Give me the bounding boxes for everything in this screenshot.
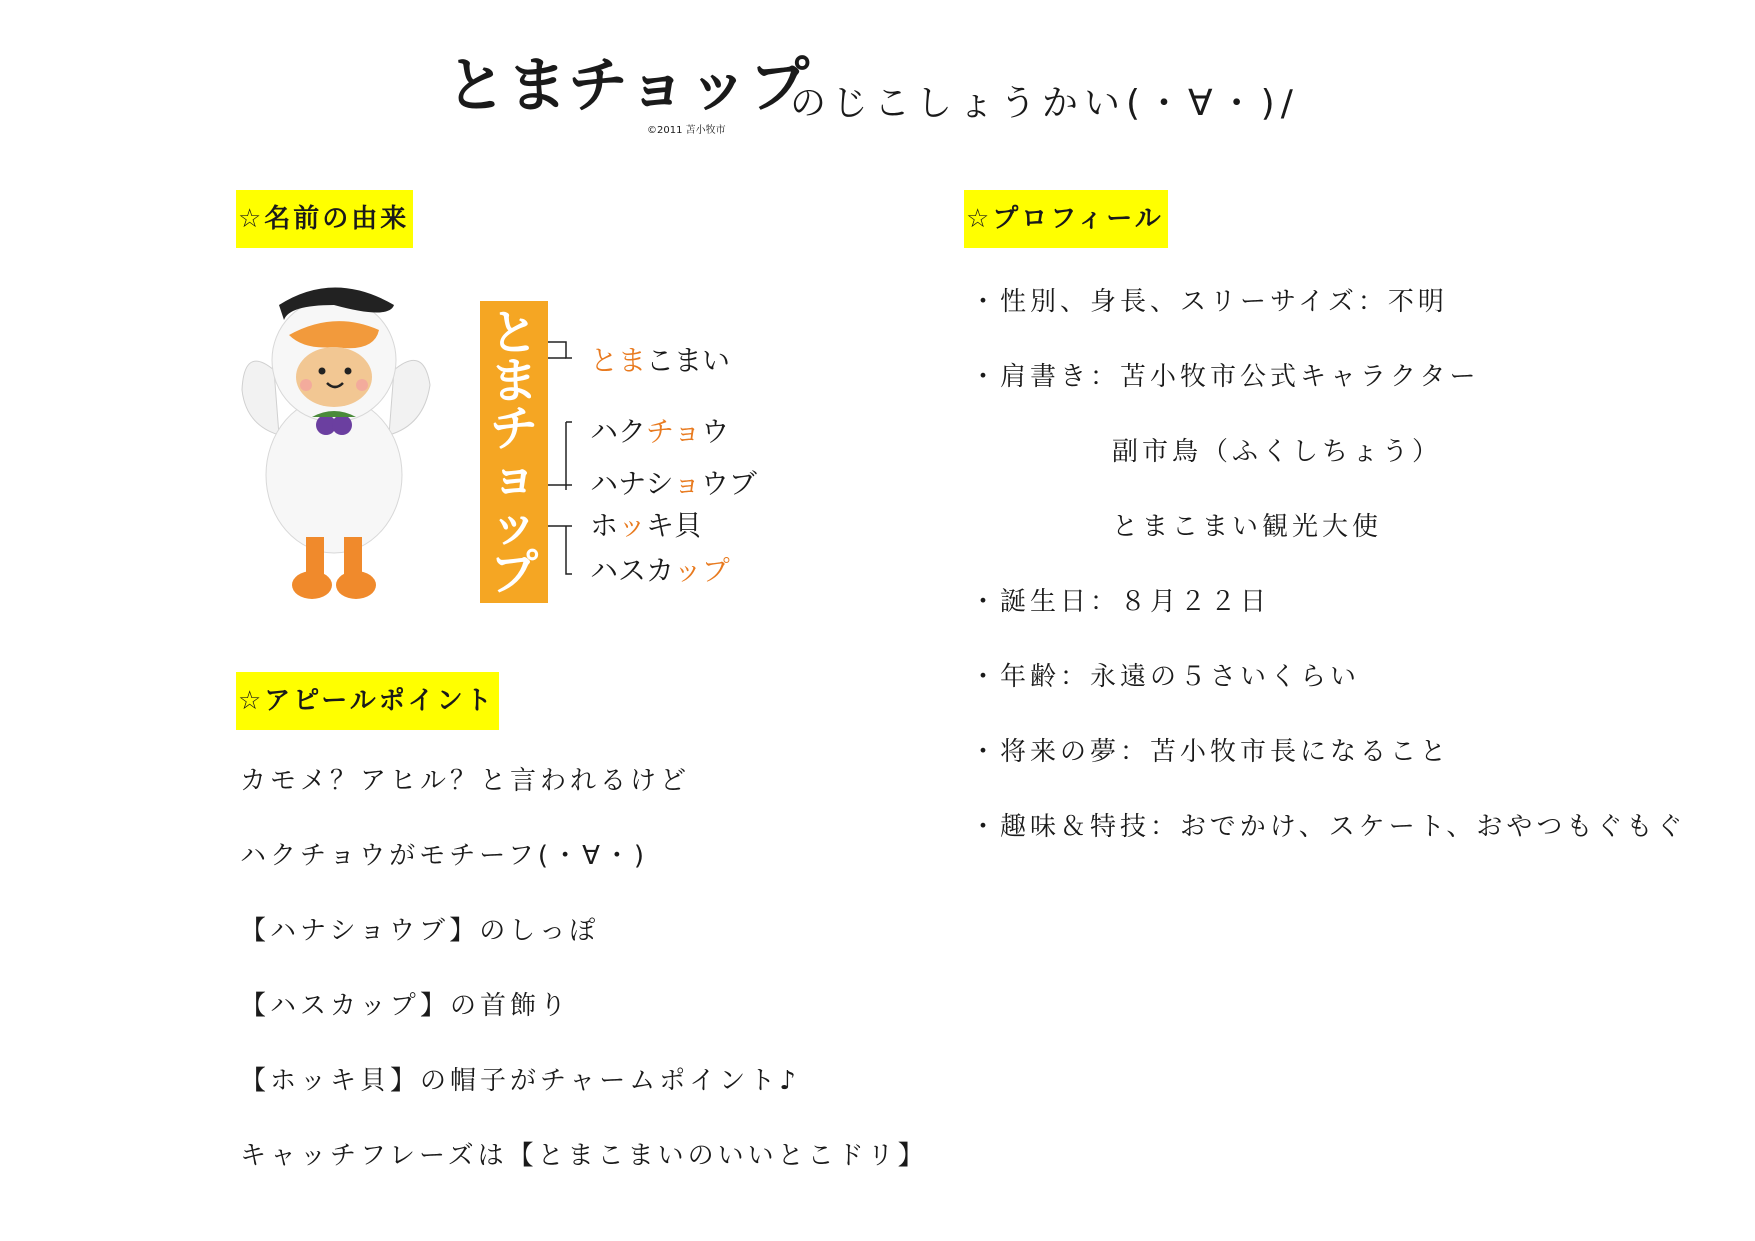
profile-line: とまこまい観光大使	[1112, 512, 1383, 542]
profile-line: ・誕生日：８月２２日	[970, 587, 1271, 617]
logo-text: とまチョップ	[446, 51, 811, 121]
page-subtitle: のじこしょうかい(・∀・)/	[790, 83, 1299, 124]
profile-line: ・趣味＆特技：おでかけ、スケート、おやつもぐもぐ	[970, 812, 1687, 842]
vertical-name-char: と	[489, 305, 538, 361]
vertical-name-char: ョ	[489, 449, 538, 505]
vertical-name-bar	[480, 301, 548, 603]
bracket-connectors	[548, 330, 588, 590]
profile-line: ・年齢：永遠の５さいくらい	[970, 662, 1361, 692]
appeal-line: 【ホッキ貝】の帽子がチャームポイント♪	[240, 1066, 800, 1096]
vertical-name-char: ま	[489, 353, 538, 409]
profile-line: ・肩書き：苫小牧市公式キャラクター	[970, 362, 1480, 392]
mascot-illustration	[234, 275, 434, 605]
origin-item: ホッキ貝	[590, 509, 703, 542]
profile-line: 副市鳥（ふくしちょう）	[1112, 437, 1443, 467]
profile-line: ・将来の夢：苫小牧市長になること	[970, 737, 1451, 767]
appeal-line: ハクチョウがモチーフ(・∀・)	[240, 841, 648, 871]
logo-copyright: ©2011 苫小牧市	[647, 125, 726, 136]
origin-item: ハクチョウ	[590, 415, 730, 448]
profile-line: ・性別、身長、スリーサイズ：不明	[970, 287, 1448, 317]
appeal-line: 【ハナショウブ】のしっぽ	[240, 916, 600, 946]
name-origin-heading: ☆名前の由来	[236, 190, 413, 248]
appeal-line: カモメ？アヒル？と言われるけど	[240, 766, 691, 796]
origin-item: ハスカップ	[590, 554, 730, 587]
appeal-line: キャッチフレーズは【とまこまいのいいとこドリ】	[240, 1141, 928, 1171]
appeal-heading: ☆アピールポイント	[236, 672, 499, 730]
origin-item: ハナショウブ	[590, 467, 757, 500]
vertical-name-char: ッ	[489, 497, 538, 553]
origin-item: とまこまい	[590, 344, 731, 377]
profile-heading: ☆プロフィール	[964, 190, 1168, 248]
vertical-name-char: プ	[489, 545, 538, 601]
vertical-name-char: チ	[489, 401, 538, 457]
appeal-line: 【ハスカップ】の首飾り	[240, 991, 571, 1021]
